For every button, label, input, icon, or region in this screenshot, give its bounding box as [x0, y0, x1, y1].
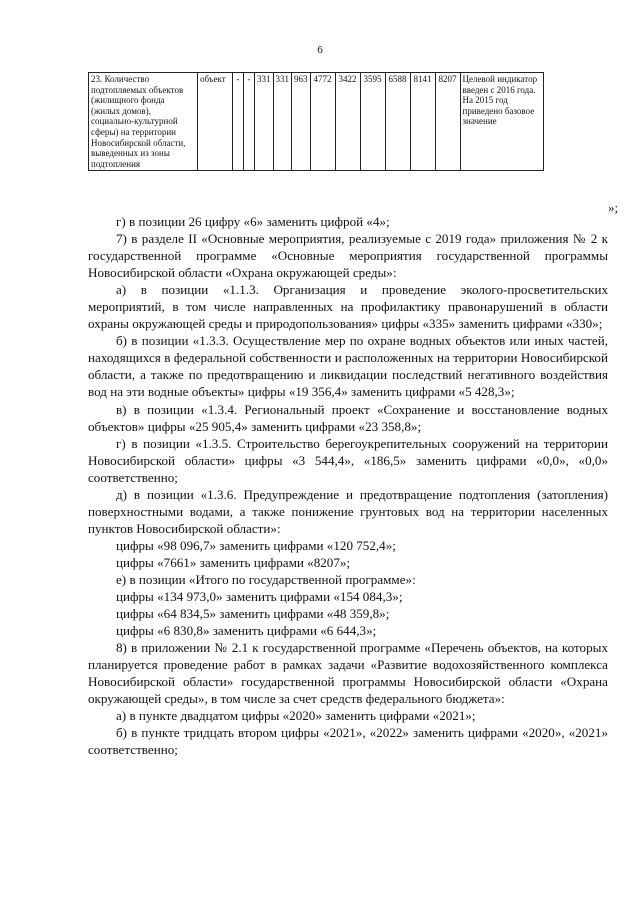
paragraph: а) в позиции «1.1.3. Организация и проведение эколого-просветительских мероприятий, в том числе направленных на профилактику правонарушений в области охраны окружающей среды и природопользования» цифры «335» заменить цифрами «330»; — [88, 282, 608, 332]
paragraph: 8) в приложении № 2.1 к государственной программе «Перечень объектов, на которых планируется проведение работ в рамках задачи «Развитие водохозяйственного комплекса Новосибирской области» государственной программы Новосибирской области «Охрана окружающей среды», в том числе за счет средств федерального бюджета»: — [88, 640, 608, 707]
table-cell-indicator-name: 23. Количество подтопляемых объектов (жилищного фонда (жилых домов), социально-культурной сферы) на территории Новосибирской области, выведенных из зоны подтопления — [89, 73, 198, 171]
table-closing-quote: »; — [608, 200, 619, 215]
table-cell-value: 8207 — [435, 73, 460, 171]
table-cell-unit: объект — [198, 73, 233, 171]
paragraph: 7) в разделе II «Основные мероприятия, реализуемые с 2019 года» приложения № 2 к государственной программе «Основные мероприятия государственной программы Новосибирской области «Охрана окружающей среды»: — [88, 231, 608, 281]
paragraph: г) в позиции «1.3.5. Строительство берегоукрепительных сооружений на территории Новосибирской области» цифры «3 544,4», «186,5» заменить цифрами «0,0», «0,0» соответственно; — [88, 435, 608, 485]
table-cell-value: 963 — [292, 73, 311, 171]
table-cell-empty-1: - — [233, 73, 244, 171]
indicator-table — [88, 72, 544, 171]
paragraph: цифры «134 973,0» заменить цифрами «154 084,3»; — [116, 589, 403, 605]
paragraph: а) в пункте двадцатом цифры «2020» заменить цифрами «2021»; — [116, 708, 476, 724]
table-cell-empty-2: - — [244, 73, 255, 171]
table-cell-value: 4772 — [310, 73, 335, 171]
table-row — [89, 73, 544, 171]
paragraph: д) в позиции «1.3.6. Предупреждение и предотвращение подтопления (затопления) поверхностными водами, а также понижение грунтовых вод на территории населенных пунктов Новосибирской области»: — [88, 486, 608, 536]
page-number: 6 — [317, 44, 323, 56]
paragraph: цифры «64 834,5» заменить цифрами «48 359,8»; — [116, 606, 390, 622]
document-body — [88, 213, 608, 759]
table-cell-value: 3595 — [360, 73, 385, 171]
table-cell-value: 331 — [273, 73, 292, 171]
paragraph: е) в позиции «Итого по государственной программе»: — [116, 571, 416, 587]
table-cell-value: 6588 — [385, 73, 410, 171]
paragraph: б) в позиции «1.3.3. Осуществление мер по охране водных объектов или иных частей, находящихся в федеральной собственности и расположенных на территории Новосибирской области, а также по предотвращению и ликвидации последствий негативного воздействия вод на эти водные объекты» цифры «19 356,4» заменить цифрами «5 428,3»; — [88, 333, 608, 400]
paragraph: г) в позиции 26 цифру «6» заменить цифрой «4»; — [116, 214, 390, 229]
paragraph: б) в пункте тридцать втором цифры «2021», «2022» заменить цифрами «2020», «2021» соответственно; — [88, 725, 608, 758]
table-cell-value: 331 — [255, 73, 274, 171]
paragraph: цифры «7661» заменить цифрами «8207»; — [116, 554, 351, 570]
paragraph: цифры «6 830,8» заменить цифрами «6 644,3»; — [116, 623, 377, 639]
table-cell-value: 8141 — [410, 73, 435, 171]
table-cell-value: 3422 — [335, 73, 360, 171]
paragraph: цифры «98 096,7» заменить цифрами «120 752,4»; — [116, 537, 396, 553]
table-cell-note: Целевой индикатор введен с 2016 года. На 2015 год приведено базовое значение — [460, 73, 543, 171]
paragraph: в) в позиции «1.3.4. Региональный проект «Сохранение и восстановление водных объектов» цифры «25 905,4» заменить цифрами «23 358,8»; — [88, 401, 608, 434]
